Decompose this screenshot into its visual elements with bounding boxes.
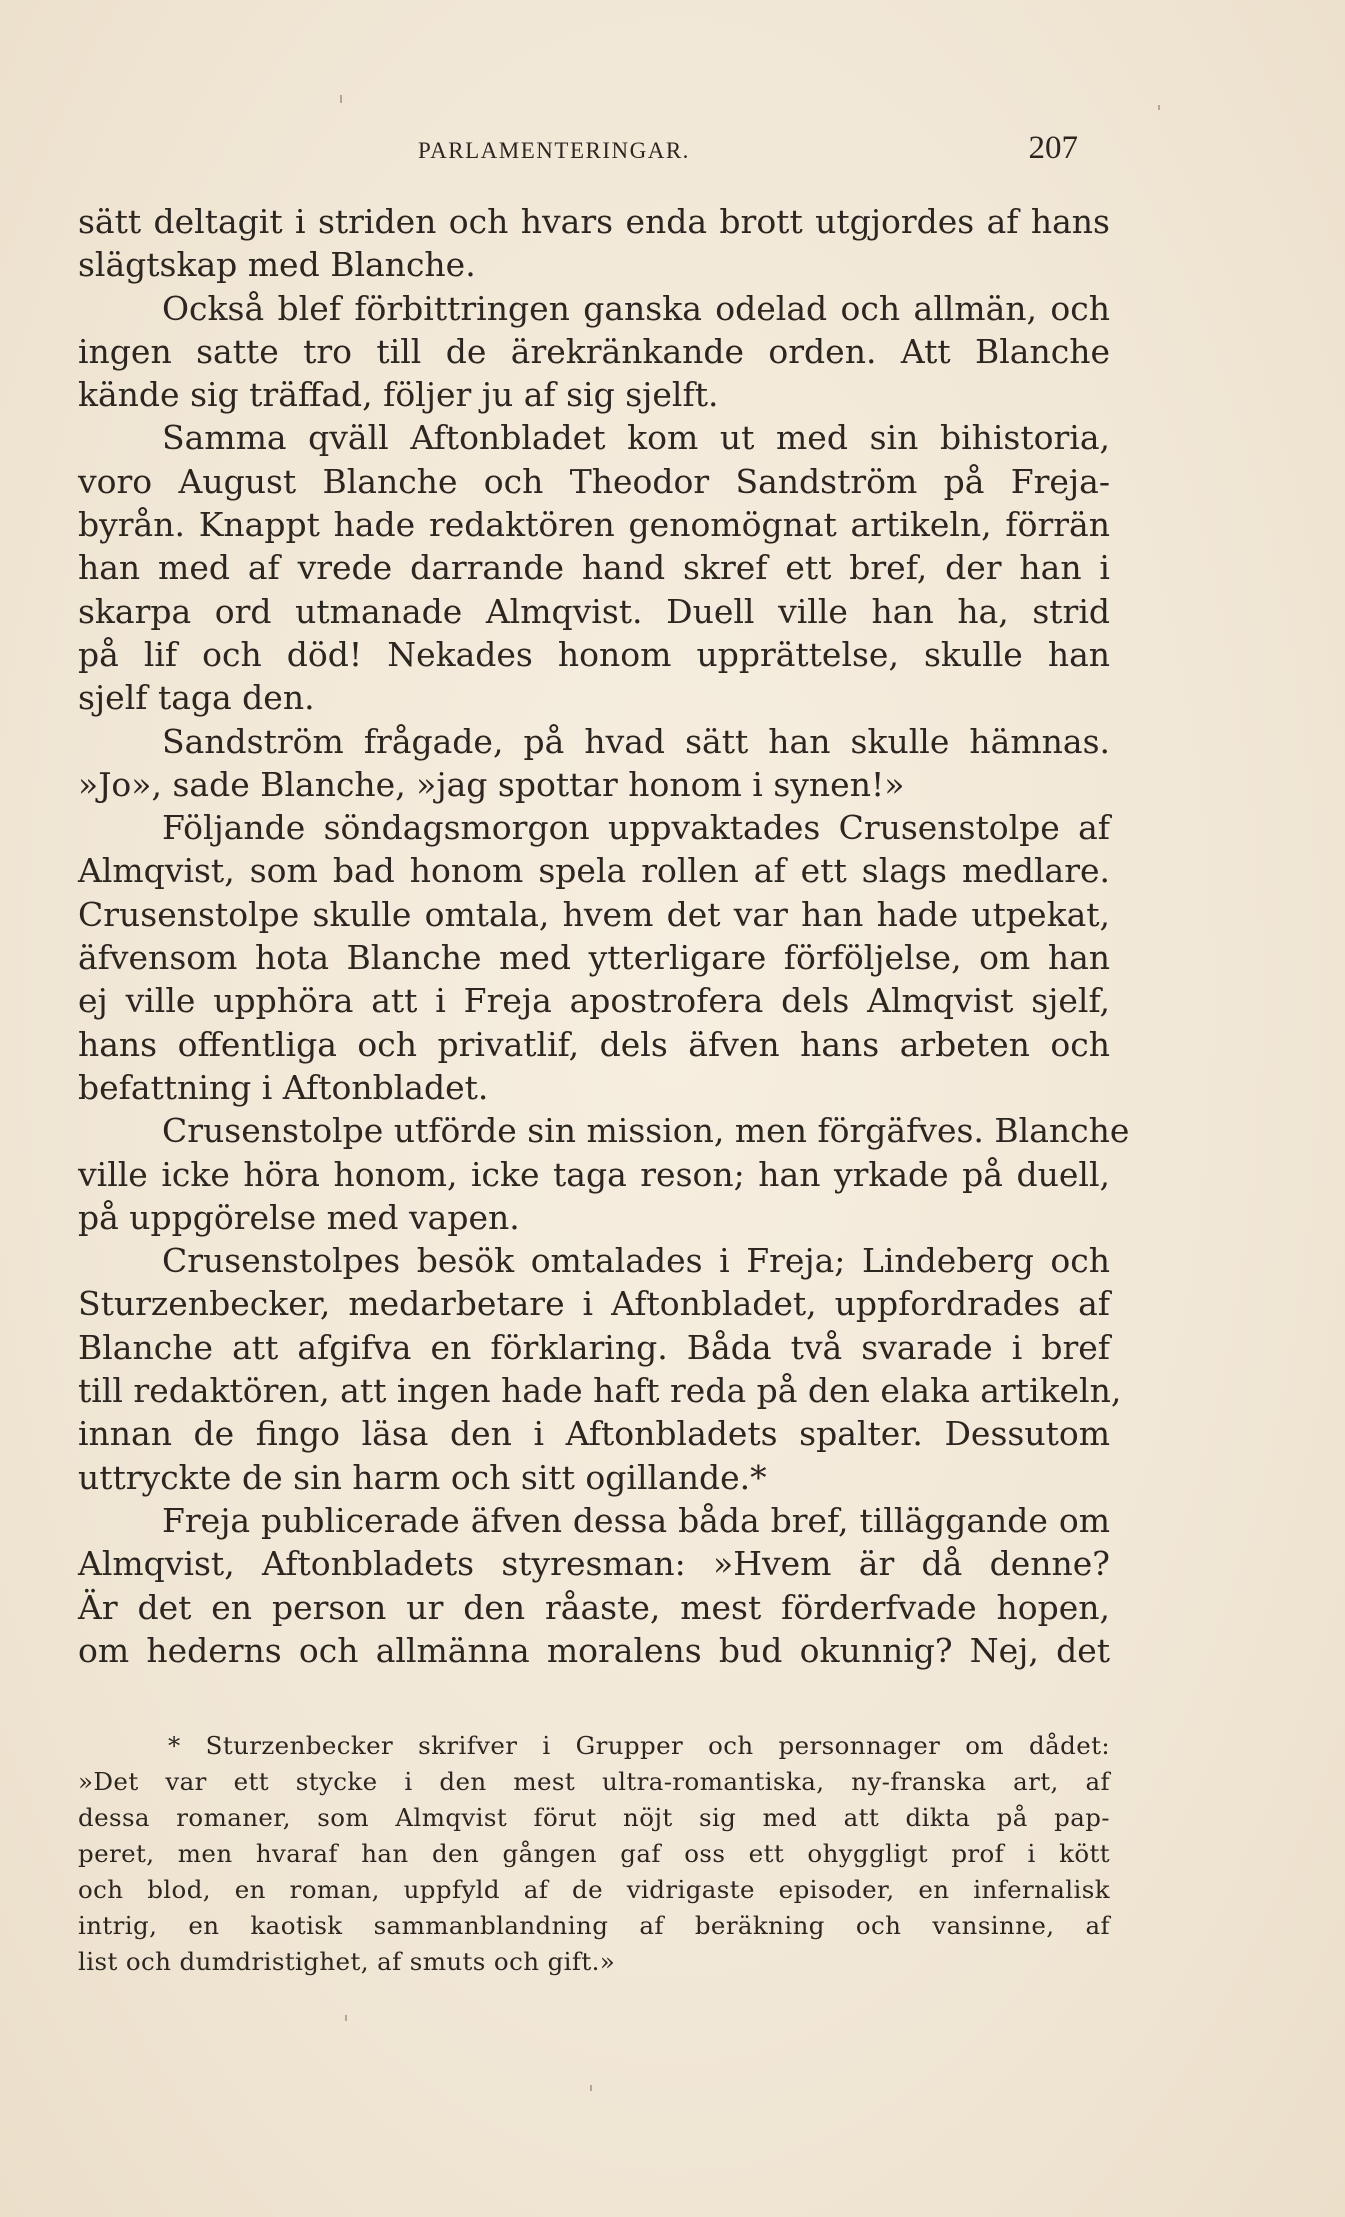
text-line: sjelf taga den. <box>78 678 315 718</box>
paper-speck <box>590 2085 592 2091</box>
text-line: Crusenstolpe skulle omtala, hvem det var han hade utpekat, <box>78 894 1110 934</box>
text-line: kände sig träffad, följer ju af sig sjelft. <box>78 375 719 415</box>
paper-speck <box>345 2015 347 2021</box>
page-number: 207 <box>1028 130 1078 166</box>
text-line: Sandström frågade, på hvad sätt han skulle hämnas. <box>162 721 1110 761</box>
text-line: Samma qväll Aftonbladet kom ut med sin bihistoria, <box>162 418 1110 458</box>
paper-speck <box>340 95 342 103</box>
text-line: ej ville upphöra att i Freja apostrofera dels Almqvist sjelf, <box>78 981 1110 1021</box>
text-line: Följande söndagsmorgon uppvaktades Crusenstolpe af <box>162 808 1110 848</box>
text-line: äfvensom hota Blanche med ytterligare förföljelse, om han <box>78 938 1110 978</box>
text-line: sätt deltagit i striden och hvars enda brott utgjordes af hans <box>78 202 1110 241</box>
text-line: »Jo», sade Blanche, »jag spottar honom i synen!» <box>78 764 905 804</box>
text-line: byrån. Knappt hade redaktören genomögnat artikeln, förrän <box>78 505 1110 545</box>
footnote-line: »Det var ett stycke i den mest ultra-romantiska, ny-franska art, af <box>78 1767 1110 1796</box>
footnote-line: peret, men hvaraf han den gången gaf oss ett ohyggligt prof i kött <box>78 1839 1110 1868</box>
text-line: till redaktören, att ingen hade haft reda på den elaka artikeln, <box>78 1371 1122 1411</box>
text-line: på lif och död! Nekades honom upprättelse, skulle han <box>78 634 1110 674</box>
running-head: PARLAMENTERINGAR. <box>418 138 690 163</box>
text-line: Freja publicerade äfven dessa båda bref, tilläggande om <box>162 1500 1110 1540</box>
footnote-line: dessa romaner, som Almqvist förut nöjt sig med att dikta på pap- <box>78 1803 1110 1832</box>
paper-speck <box>1158 105 1160 110</box>
text-line: på uppgörelse med vapen. <box>78 1197 520 1237</box>
text-line: Almqvist, Aftonbladets styresman: »Hvem är då denne? <box>78 1544 1110 1584</box>
text-line: Crusenstolpe utförde sin mission, men förgäfves. Blanche <box>162 1111 1130 1151</box>
footnote <box>78 1728 1110 1980</box>
text-line: uttryckte de sin harm och sitt ogillande.* <box>78 1457 767 1497</box>
text-line: Crusenstolpes besök omtalades i Freja; Lindeberg och <box>162 1241 1110 1281</box>
text-line: voro August Blanche och Theodor Sandström på Freja- <box>78 461 1110 501</box>
text-line: ville icke höra honom, icke taga reson; han yrkade på duell, <box>78 1154 1110 1194</box>
footnote-line: * Sturzenbecker skrifver i Grupper och personnager om dådet: <box>168 1731 1110 1760</box>
footnote-line: intrig, en kaotisk sammanblandning af beräkning och vansinne, af <box>78 1911 1110 1940</box>
footnote-line: list och dumdristighet, af smuts och gift.» <box>78 1947 616 1976</box>
footnote-line: och blod, en roman, uppfyld af de vidrigaste episoder, en infernalisk <box>78 1875 1110 1904</box>
text-line: ingen satte tro till de ärekränkande orden. Att Blanche <box>78 331 1110 371</box>
text-line: om hederns och allmänna moralens bud okunnig? Nej, det <box>78 1630 1110 1670</box>
text-line: Sturzenbecker, medarbetare i Aftonbladet, uppfordrades af <box>78 1284 1110 1324</box>
text-line: Almqvist, som bad honom spela rollen af ett slags medlare. <box>78 851 1110 891</box>
text-line: slägtskap med Blanche. <box>78 245 476 285</box>
body-text <box>78 200 1130 1672</box>
text-line: hans offentliga och privatlif, dels äfven hans arbeten och <box>78 1024 1110 1064</box>
text-line: Blanche att afgifva en förklaring. Båda två svarade i bref <box>78 1327 1110 1367</box>
text-line: Är det en person ur den råaste, mest förderfvade hopen, <box>78 1587 1110 1627</box>
text-line: innan de fingo läsa den i Aftonbladets spalter. Dessutom <box>78 1414 1110 1454</box>
text-line: skarpa ord utmanade Almqvist. Duell ville han ha, strid <box>78 591 1110 631</box>
text-line: Också blef förbittringen ganska odelad och allmän, och <box>162 288 1110 328</box>
text-line: han med af vrede darrande hand skref ett bref, der han i <box>78 548 1110 588</box>
text-line: befattning i Aftonbladet. <box>78 1067 489 1107</box>
page-header <box>418 130 1078 170</box>
